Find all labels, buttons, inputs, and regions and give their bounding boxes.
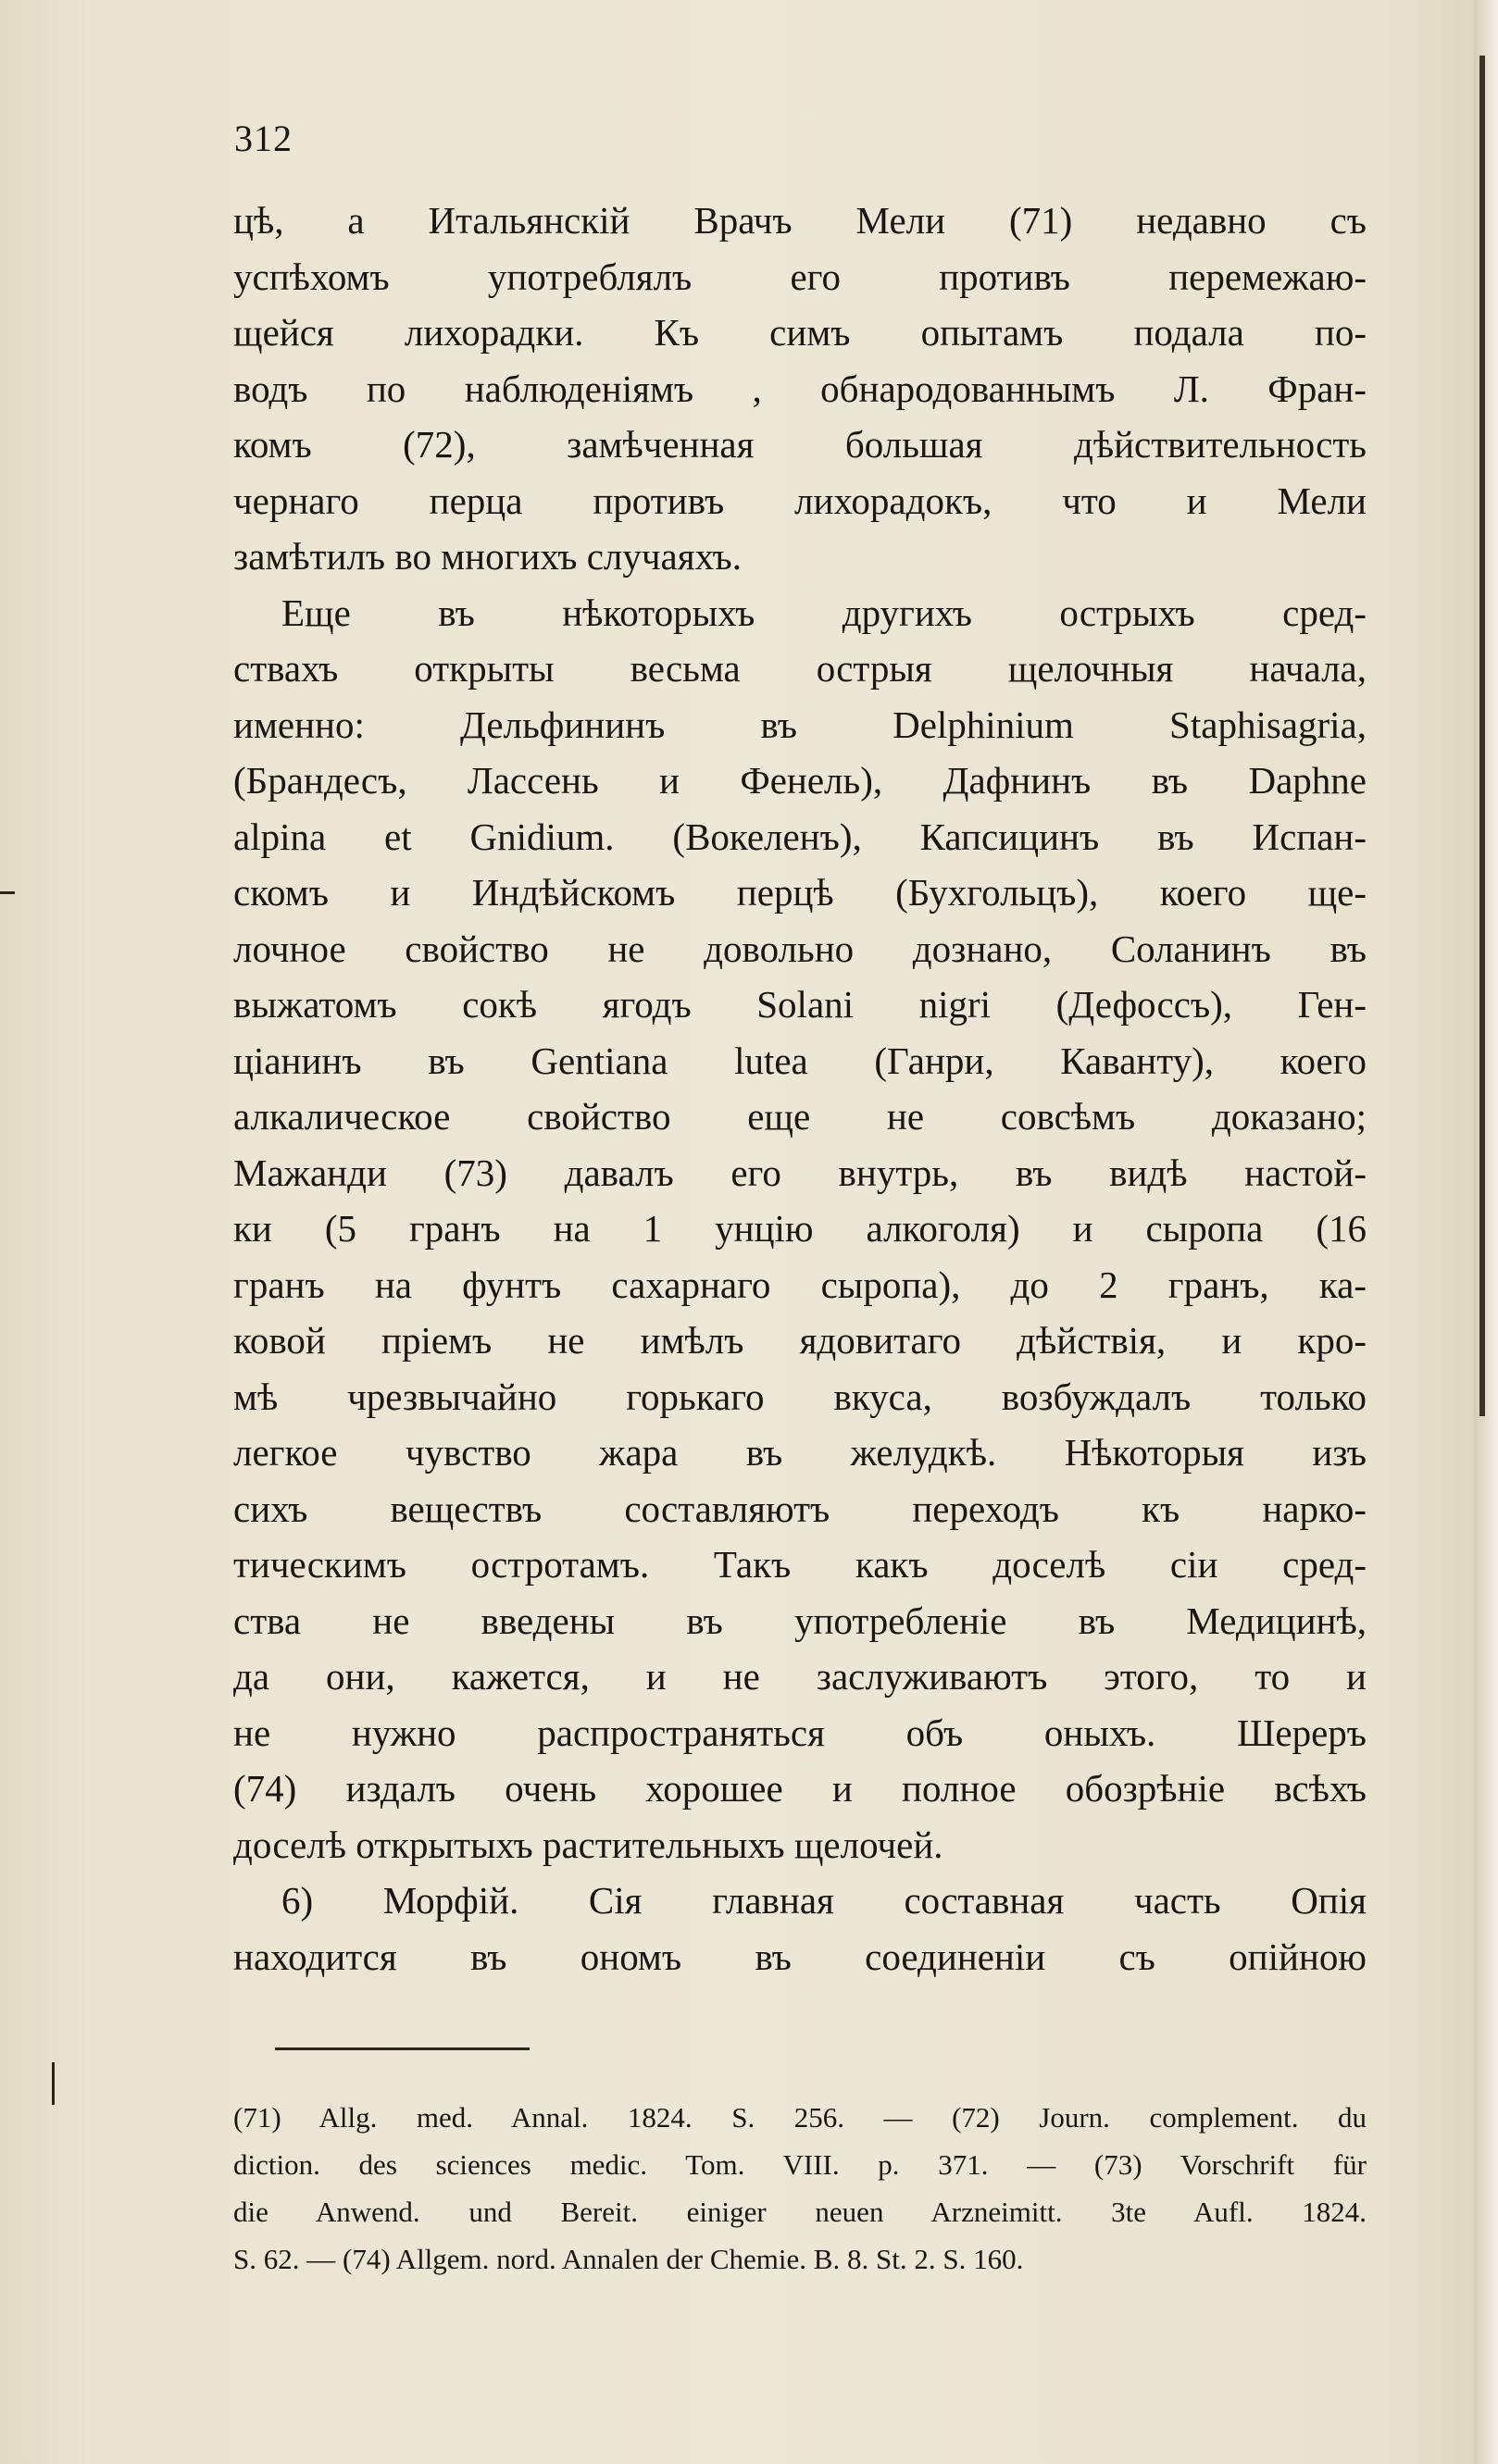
text-line: чернаго перца противъ лихорадокъ, что и Мели	[233, 479, 1367, 522]
text-line: Мажанди (73) давалъ его внутрь, въ видѣ настой-	[233, 1151, 1367, 1194]
text-line: гранъ на фунтъ сахарнаго сыропа), до 2 гранъ, ка-	[233, 1263, 1367, 1306]
footnote-line: diction. des sciences medic. Tom. VIII. p. 371. — (73) Vorschrift für	[233, 2148, 1367, 2181]
text-line: водъ по наблюденіямъ , обнародованнымъ Л. Фран-	[233, 367, 1367, 410]
page-number: 312	[234, 118, 293, 159]
text-line: да они, кажется, и не заслуживаютъ этого, то и	[233, 1655, 1367, 1698]
text-line: выжатомъ сокѣ ягодъ Solani nigri (Дефоссъ), Ген-	[233, 983, 1367, 1026]
text-line: доселѣ открытыхъ растительныхъ щелочей.	[233, 1823, 943, 1866]
text-line: alpina et Gnidium. (Вокеленъ), Капсицинъ въ Испан-	[233, 815, 1367, 858]
text-line: алкалическое свойство еще не совсѣмъ доказано;	[233, 1095, 1367, 1138]
text-line: ковой пріемъ не имѣлъ ядовитаго дѣйствія, и кро-	[233, 1319, 1367, 1362]
footnote-line: (71) Allg. med. Annal. 1824. S. 256. — (72) Journ. complement. du	[233, 2101, 1367, 2134]
text-line: 6) Морфій. Сія главная составная часть Опія	[281, 1879, 1367, 1922]
text-line: щейся лихорадки. Къ симъ опытамъ подала по-	[233, 311, 1367, 354]
footnote-line: die Anwend. und Bereit. einiger neuen Arzneimitt. 3te Aufl. 1824.	[233, 2196, 1367, 2228]
text-line: ствахъ открыты весьма острыя щелочныя начала,	[233, 647, 1367, 690]
text-line: лочное свойство не довольно дознано, Соланинъ въ	[233, 927, 1367, 970]
text-line: (Брандесъ, Лассень и Фенель), Дафнинъ въ Daphne	[233, 759, 1367, 802]
text-line: Еще въ нѣкоторыхъ другихъ острыхъ сред-	[281, 591, 1367, 634]
margin-mark	[1479, 56, 1485, 1416]
text-line: замѣтилъ во многихъ случаяхъ.	[233, 535, 742, 578]
text-line: скомъ и Индѣйскомъ перцѣ (Бухгольцъ), коего ще-	[233, 871, 1367, 914]
text-line: мѣ чрезвычайно горькаго вкуса, возбуждалъ только	[233, 1375, 1367, 1418]
footnote-line: S. 62. — (74) Allgem. nord. Annalen der Chemie. B. 8. St. 2. S. 160.	[233, 2243, 1024, 2275]
text-line: комъ (72), замѣченная большая дѣйствительность	[233, 423, 1367, 466]
margin-mark	[0, 891, 15, 894]
text-line: ціанинъ въ Gentiana lutea (Ганри, Каванту), коего	[233, 1039, 1367, 1082]
text-line: тическимъ остротамъ. Такъ какъ доселѣ сіи сред-	[233, 1543, 1367, 1586]
text-line: (74) издалъ очень хорошее и полное обозрѣніе всѣхъ	[233, 1767, 1367, 1810]
margin-mark	[52, 2062, 55, 2105]
text-line: ства не введены въ употребленіе въ Медицинѣ,	[233, 1599, 1367, 1642]
page-edge	[1474, 0, 1498, 2464]
text-line: именно: Дельфининъ въ Delphinium Staphisagria,	[233, 703, 1367, 746]
text-line: не нужно распространяться объ оныхъ. Шереръ	[233, 1711, 1367, 1754]
body-text	[233, 193, 1367, 1985]
text-line: успѣхомъ употреблялъ его противъ перемежаю-	[233, 255, 1367, 298]
text-line: легкое чувство жара въ желудкѣ. Нѣкоторыя изъ	[233, 1431, 1367, 1474]
footnote-divider	[275, 2047, 530, 2050]
text-line: ки (5 гранъ на 1 унцію алкоголя) и сыропа (16	[233, 1207, 1367, 1250]
text-line: цѣ, а Итальянскій Врачъ Мели (71) недавно съ	[233, 199, 1367, 242]
footnotes	[233, 2094, 1367, 2283]
text-line: находится въ ономъ въ соединеніи съ опійною	[233, 1935, 1367, 1978]
text-line: сихъ веществъ составляютъ переходъ къ нарко-	[233, 1487, 1367, 1530]
